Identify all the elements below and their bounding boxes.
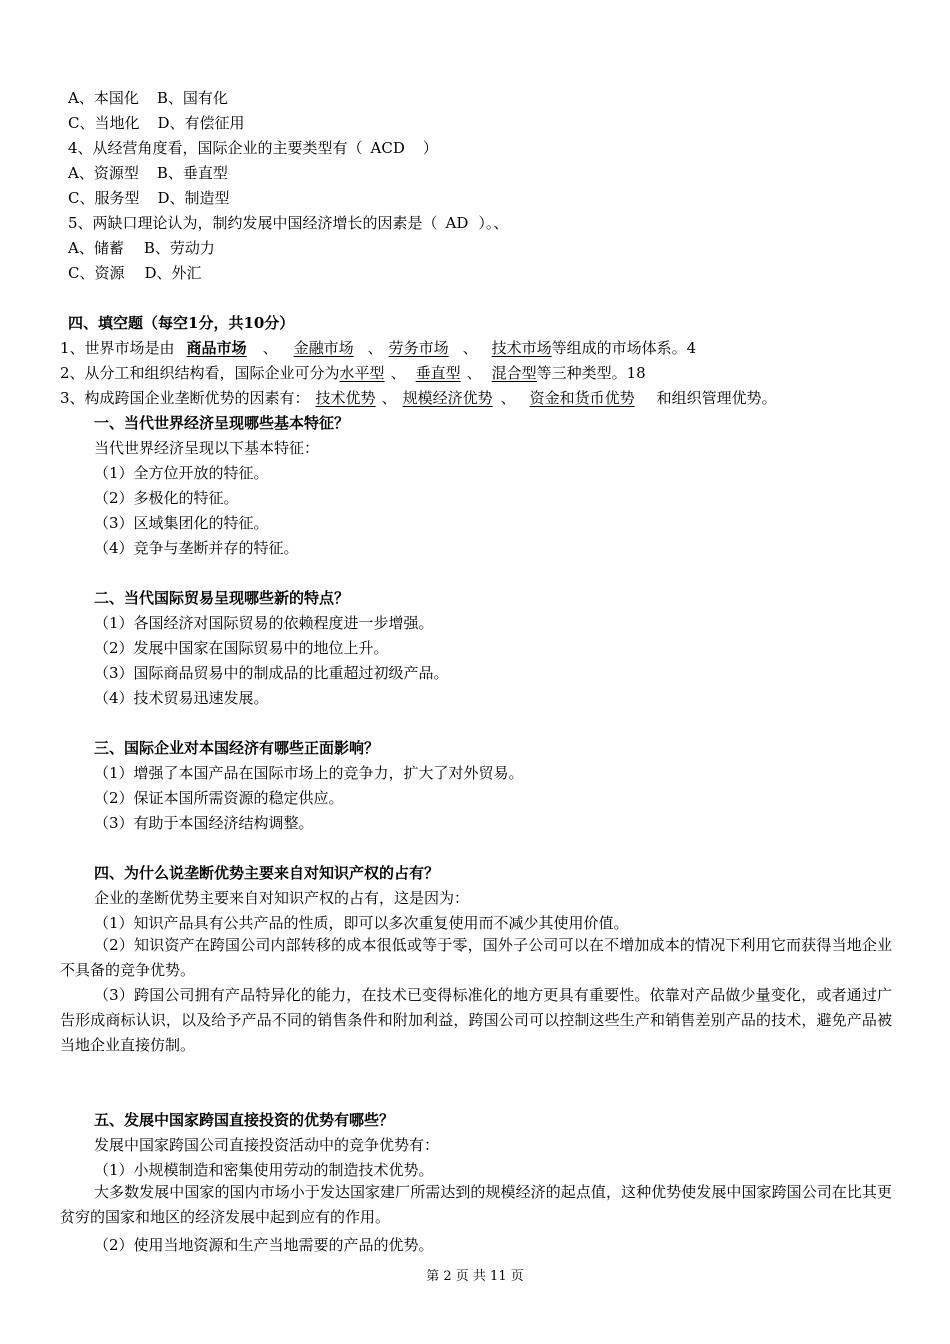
- question-heading: 四、为什么说垄断优势主要来自对知识产权的占有？: [94, 864, 440, 882]
- blank-answer: 规模经济优势: [402, 389, 493, 407]
- option-a: A、本国化: [68, 89, 139, 107]
- question-text: 3、构成跨国企业垄断优势的因素有：: [60, 389, 310, 407]
- option-d: D、制造型: [157, 189, 230, 207]
- fill-question-1: [60, 338, 696, 358]
- blank-answer: 混合型: [491, 364, 537, 382]
- answer-item: （1）小规模制造和密集使用劳动的制造技术优势。: [94, 1161, 434, 1179]
- answer-intro: 发展中国家跨国公司直接投资活动中的竞争优势有：: [94, 1136, 440, 1154]
- answer-item: （1）增强了本国产品在国际市场上的竞争力，扩大了对外贸易。: [94, 764, 524, 782]
- answer-item: （2）多极化的特征。: [94, 489, 239, 507]
- answer: AD: [445, 214, 469, 232]
- question-text: 1、世界市场是由: [60, 339, 175, 357]
- option-line: [68, 113, 245, 133]
- question-text: 2、从分工和组织结构看，国际企业可分为: [60, 364, 340, 382]
- option-d: D、外汇: [144, 264, 202, 282]
- answer-paragraph: （2）知识资产在跨国公司内部转移的成本很低或等于零，国外子公司可以在不增加成本的情况下利用它而获得当地企业不具备的竞争优势。: [60, 936, 892, 979]
- answer-paragraph: 大多数发展中国家的国内市场小于发达国家建厂所需达到的规模经济的起点值，这种优势使发展中国家跨国公司在比其更贫穷的国家和地区的经济发展中起到应有的作用。: [60, 1183, 892, 1226]
- question-5: [68, 213, 508, 233]
- answer-item: （2）保证本国所需资源的稳定供应。: [94, 789, 344, 807]
- option-c: C、资源: [68, 264, 125, 282]
- fill-question-3: [60, 388, 777, 408]
- question-text: 等组成的市场体系。4: [551, 339, 697, 357]
- question-text: 等三种类型。18: [536, 364, 646, 382]
- option-c: C、当地化: [68, 114, 140, 132]
- answer-paragraph: （3）跨国公司拥有产品特异化的能力，在技术已变得标准化的地方更具有重要性。依靠对产品做少量变化，或者通过广告形成商标认识，以及给予产品不同的销售条件和附加利益，跨国公司可以控制这些生产和销售差别产品的技术，避免产品被当地企业直接仿制。: [60, 986, 892, 1054]
- question-heading: 二、当代国际贸易呈现哪些新的特点？: [94, 589, 350, 607]
- blank-answer: 劳务市场: [388, 339, 449, 357]
- option-d: D、有偿征用: [157, 114, 245, 132]
- answer-item: （3）区域集团化的特征。: [94, 514, 269, 532]
- separator: 、: [500, 389, 516, 407]
- answer-item: （4）竞争与垄断并存的特征。: [94, 539, 299, 557]
- option-a: A、储蓄: [68, 239, 124, 257]
- separator: 、: [381, 389, 397, 407]
- blank-answer: 商品市场: [186, 339, 247, 357]
- separator: 、: [466, 364, 482, 382]
- answer-intro: 企业的垄断优势主要来自对知识产权的占有，这是因为：: [94, 889, 470, 907]
- option-line: [68, 88, 228, 108]
- blank-answer: 垂直型: [415, 364, 461, 382]
- answer-item: （3）有助于本国经济结构调整。: [94, 814, 314, 832]
- blank-answer: 技术优势: [315, 389, 376, 407]
- paren-close: ）。、: [478, 214, 509, 232]
- page-footer: 第 2 页 共 11 页: [426, 1269, 524, 1284]
- question-text: 和组织管理优势。: [656, 389, 777, 407]
- blank-answer: 资金和货币优势: [529, 389, 635, 407]
- option-b: B、垂直型: [156, 164, 228, 182]
- option-line: [68, 238, 215, 258]
- answer-intro: 当代世界经济呈现以下基本特征：: [94, 439, 320, 457]
- answer-item: （1）各国经济对国际贸易的依赖程度进一步增强。: [94, 614, 434, 632]
- option-c: C、服务型: [68, 189, 140, 207]
- separator: 、: [462, 339, 478, 357]
- question-text: 5、两缺口理论认为，制约发展中国经济增长的因素是（: [68, 214, 438, 232]
- option-b: B、国有化: [156, 89, 228, 107]
- question-4: [68, 138, 438, 158]
- blank-answer: 水平型: [339, 364, 385, 382]
- answer-item: （2）使用当地资源和生产当地需要的产品的优势。: [94, 1236, 434, 1254]
- answer: ACD: [370, 139, 405, 157]
- question-heading: 五、发展中国家跨国直接投资的优势有哪些？: [94, 1111, 395, 1129]
- question-heading: 一、当代世界经济呈现哪些基本特征？: [94, 414, 350, 432]
- answer-item: （4）技术贸易迅速发展。: [94, 689, 269, 707]
- separator: 、: [390, 364, 406, 382]
- option-b: B、劳动力: [143, 239, 215, 257]
- answer-item: （3）国际商品贸易中的制成品的比重超过初级产品。: [94, 664, 449, 682]
- question-heading: 三、国际企业对本国经济有哪些正面影响？: [94, 739, 380, 757]
- answer-item: （1）知识产品具有公共产品的性质，即可以多次重复使用而不减少其使用价值。: [94, 914, 629, 932]
- option-line: [68, 188, 230, 208]
- separator: 、: [262, 339, 278, 357]
- option-a: A、资源型: [68, 164, 139, 182]
- option-line: [68, 263, 202, 283]
- question-text: 4、从经营角度看，国际企业的主要类型有（: [68, 139, 363, 157]
- paren-close: ）: [422, 139, 438, 157]
- answer-item: （2）发展中国家在国际贸易中的地位上升。: [94, 639, 389, 657]
- blank-answer: 金融市场: [293, 339, 354, 357]
- answer-item: （1）全方位开放的特征。: [94, 464, 269, 482]
- option-line: [68, 163, 228, 183]
- fill-question-2: [60, 363, 646, 383]
- section-heading: 四、填空题（每空1分，共10分）: [68, 314, 295, 332]
- separator: 、: [367, 339, 383, 357]
- blank-answer: 技术市场: [491, 339, 552, 357]
